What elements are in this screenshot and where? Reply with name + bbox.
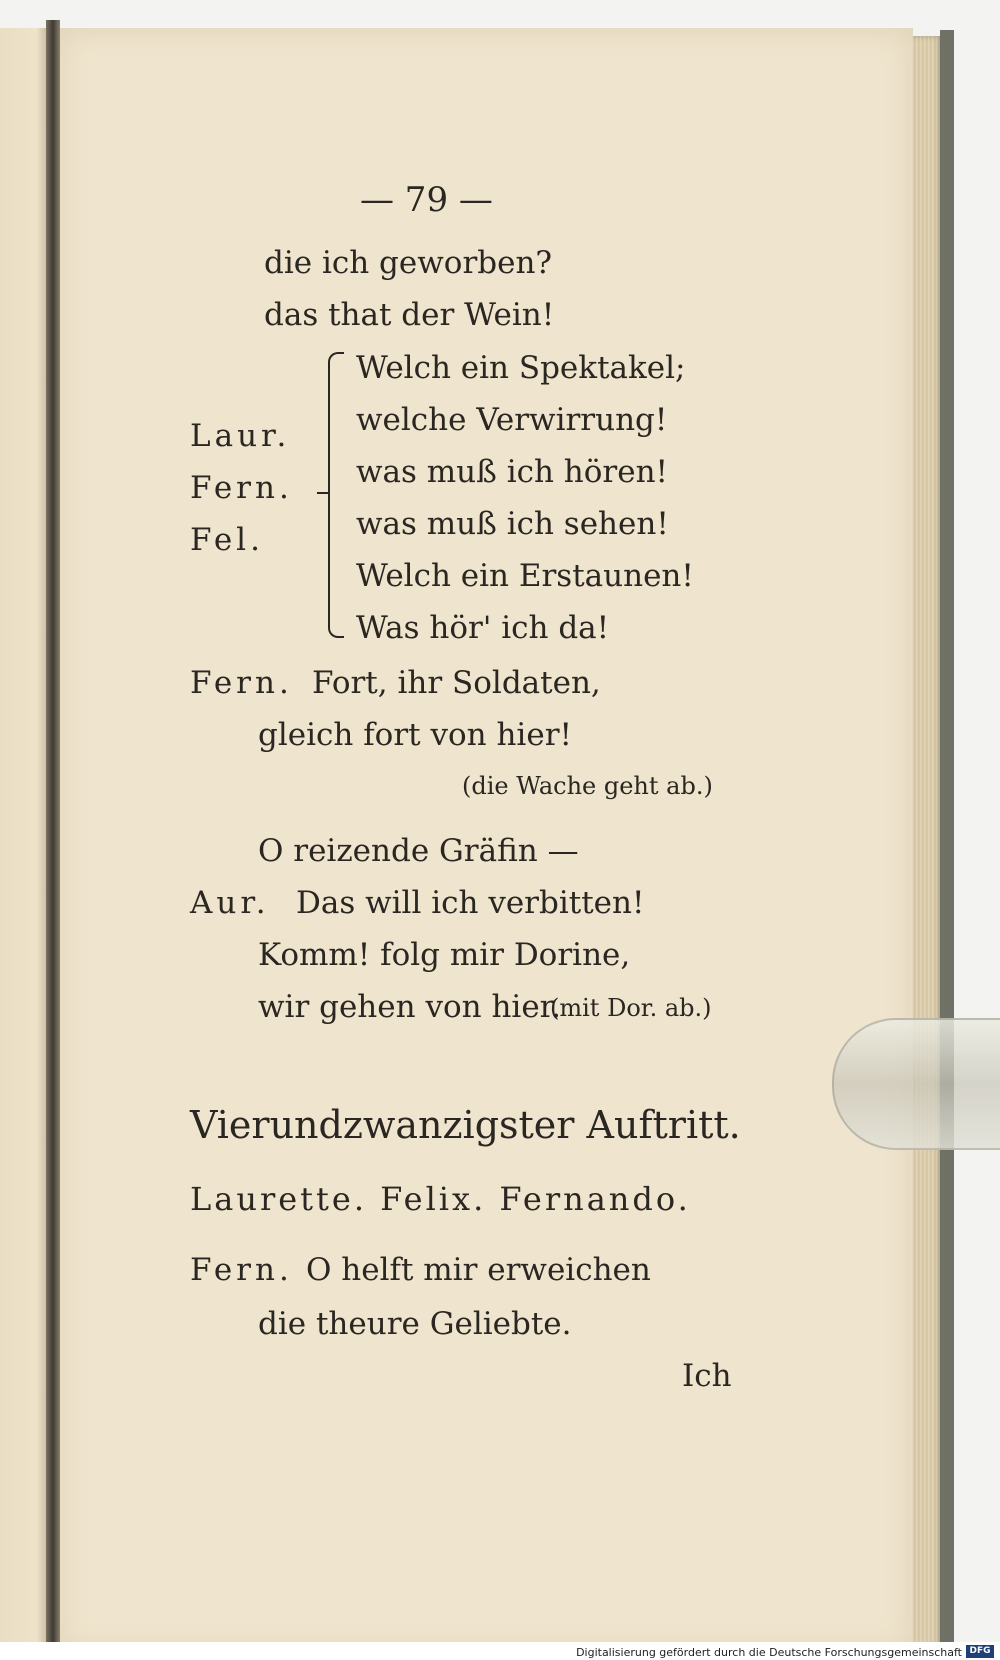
verse-line: Fort, ihr Soldaten, — [312, 665, 601, 701]
speaker-label: Laur. — [190, 418, 291, 454]
cover-edge — [940, 30, 954, 1655]
speaker-label: Aur. — [190, 885, 270, 921]
speaker-label: Fern. — [190, 1252, 293, 1288]
verse-line: O helft mir erweichen — [306, 1252, 651, 1288]
ensemble-brace — [328, 352, 344, 638]
ensemble-line: Was hör' ich da! — [356, 610, 610, 646]
ensemble-brace-tip — [317, 492, 329, 494]
verse-line: Komm! folg mir Dorine, — [258, 937, 631, 973]
book-gutter — [46, 20, 60, 1655]
speaker-label: Fel. — [190, 522, 264, 558]
footer-credit: Digitalisierung gefördert durch die Deutsche Forschungsgemeinschaft — [576, 1646, 962, 1659]
ensemble-line: was muß ich sehen! — [356, 506, 669, 542]
verse-line: Das will ich verbitten! — [296, 885, 645, 921]
dfg-logo: DFG — [966, 1645, 994, 1658]
speaker-label: Fern. — [190, 470, 293, 506]
scene-heading: Vierundzwanzigster Auftritt. — [190, 1103, 741, 1147]
verse-line: wir gehen von hier. — [258, 989, 561, 1025]
scene-cast: Laurette. Felix. Fernando. — [190, 1180, 691, 1218]
page-edges — [913, 36, 943, 1651]
verse-line: die theure Geliebte. — [258, 1306, 572, 1342]
ensemble-line: Welch ein Erstaunen! — [356, 558, 694, 594]
verse-line: das that der Wein! — [264, 297, 555, 333]
ensemble-line: Welch ein Spektakel; — [356, 350, 686, 386]
ensemble-line: was muß ich hören! — [356, 454, 669, 490]
footer-bar — [0, 1642, 1000, 1660]
verse-line: gleich fort von hier! — [258, 717, 572, 753]
page-number: — 79 — — [360, 180, 493, 220]
catchword: Ich — [682, 1358, 732, 1394]
verse-line: O reizende Gräfin — — [258, 833, 579, 869]
speaker-label: Fern. — [190, 665, 293, 701]
stage-direction: (die Wache geht ab.) — [462, 772, 713, 800]
ensemble-line: welche Verwirrung! — [356, 402, 668, 438]
verse-line: die ich geworben? — [264, 245, 553, 281]
page-clip — [832, 1018, 1000, 1150]
stage-direction: (mit Dor. ab.) — [550, 994, 712, 1022]
left-page-edge — [0, 28, 52, 1653]
